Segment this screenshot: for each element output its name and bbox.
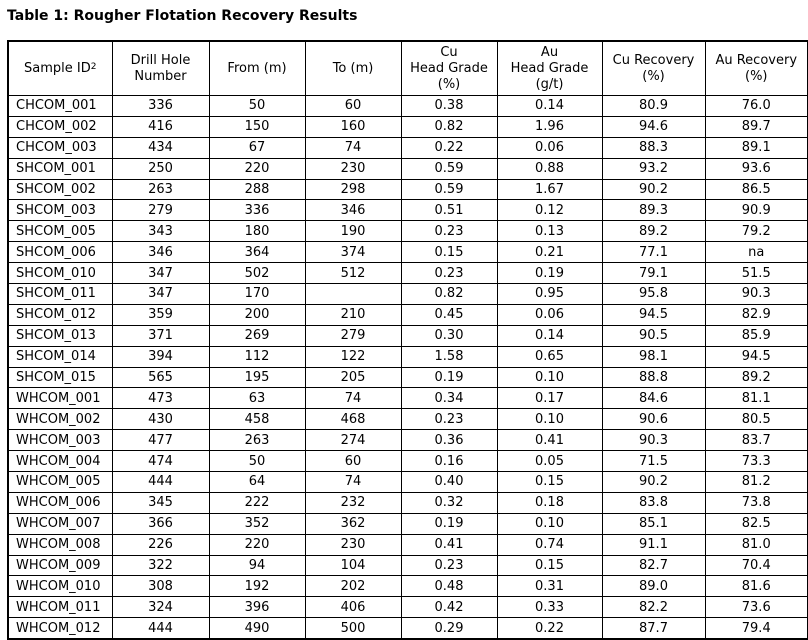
cell-sample-id: WHCOM_003 xyxy=(8,430,112,451)
cell-au-head-grade: 0.31 xyxy=(497,576,602,597)
table-row xyxy=(8,304,808,325)
cell-au-recovery: 76.0 xyxy=(705,96,808,117)
cell-sample-id: SHCOM_005 xyxy=(8,221,112,242)
cell-au-head-grade: 0.12 xyxy=(497,200,602,221)
cell-drill-hole-number: 226 xyxy=(112,534,209,555)
cell-au-recovery: 90.9 xyxy=(705,200,808,221)
header-from: From (m) xyxy=(209,41,305,96)
cell-to: 230 xyxy=(305,158,401,179)
cell-au-head-grade: 0.14 xyxy=(497,96,602,117)
cell-au-head-grade: 0.10 xyxy=(497,409,602,430)
cell-au-head-grade: 1.67 xyxy=(497,179,602,200)
cell-au-recovery: 81.0 xyxy=(705,534,808,555)
cell-to: 122 xyxy=(305,346,401,367)
header-cu-head-grade: Cu Head Grade (%) xyxy=(401,41,497,96)
cell-au-recovery: 81.6 xyxy=(705,576,808,597)
cell-to: 232 xyxy=(305,492,401,513)
cell-sample-id: SHCOM_010 xyxy=(8,263,112,284)
table-row xyxy=(8,472,808,493)
cell-cu-recovery: 98.1 xyxy=(602,346,705,367)
table-row xyxy=(8,534,808,555)
table-row xyxy=(8,430,808,451)
cell-drill-hole-number: 477 xyxy=(112,430,209,451)
cell-au-recovery: 93.6 xyxy=(705,158,808,179)
cell-cu-recovery: 94.5 xyxy=(602,304,705,325)
cell-drill-hole-number: 346 xyxy=(112,242,209,263)
cell-au-recovery: na xyxy=(705,242,808,263)
cell-sample-id: CHCOM_001 xyxy=(8,96,112,117)
rougher-flotation-table xyxy=(7,40,808,640)
cell-to: 468 xyxy=(305,409,401,430)
cell-to: 190 xyxy=(305,221,401,242)
cell-cu-head-grade: 0.19 xyxy=(401,367,497,388)
cell-au-head-grade: 0.95 xyxy=(497,284,602,305)
cell-drill-hole-number: 343 xyxy=(112,221,209,242)
cell-au-head-grade: 0.74 xyxy=(497,534,602,555)
cell-cu-head-grade: 0.30 xyxy=(401,325,497,346)
table-row xyxy=(8,492,808,513)
cell-to: 160 xyxy=(305,116,401,137)
cell-au-recovery: 82.5 xyxy=(705,513,808,534)
cell-cu-recovery: 84.6 xyxy=(602,388,705,409)
cell-drill-hole-number: 359 xyxy=(112,304,209,325)
cell-from: 64 xyxy=(209,472,305,493)
cell-sample-id: WHCOM_010 xyxy=(8,576,112,597)
cell-to: 512 xyxy=(305,263,401,284)
cell-to: 74 xyxy=(305,137,401,158)
cell-cu-head-grade: 0.32 xyxy=(401,492,497,513)
cell-cu-head-grade: 0.36 xyxy=(401,430,497,451)
cell-sample-id: SHCOM_015 xyxy=(8,367,112,388)
cell-sample-id: WHCOM_001 xyxy=(8,388,112,409)
table-row xyxy=(8,409,808,430)
cell-drill-hole-number: 347 xyxy=(112,263,209,284)
cell-cu-head-grade: 0.59 xyxy=(401,179,497,200)
cell-cu-head-grade: 0.82 xyxy=(401,116,497,137)
cell-cu-recovery: 89.3 xyxy=(602,200,705,221)
cell-sample-id: WHCOM_012 xyxy=(8,618,112,639)
cell-from: 502 xyxy=(209,263,305,284)
cell-au-head-grade: 0.88 xyxy=(497,158,602,179)
cell-from: 220 xyxy=(209,534,305,555)
cell-from: 63 xyxy=(209,388,305,409)
cell-cu-head-grade: 0.34 xyxy=(401,388,497,409)
table-row xyxy=(8,263,808,284)
cell-cu-recovery: 77.1 xyxy=(602,242,705,263)
table-row xyxy=(8,284,808,305)
cell-sample-id: WHCOM_009 xyxy=(8,555,112,576)
cell-cu-head-grade: 0.38 xyxy=(401,96,497,117)
cell-to: 60 xyxy=(305,96,401,117)
cell-sample-id: SHCOM_002 xyxy=(8,179,112,200)
cell-from: 220 xyxy=(209,158,305,179)
cell-sample-id: WHCOM_007 xyxy=(8,513,112,534)
cell-from: 150 xyxy=(209,116,305,137)
cell-au-recovery: 51.5 xyxy=(705,263,808,284)
cell-cu-recovery: 95.8 xyxy=(602,284,705,305)
cell-au-recovery: 94.5 xyxy=(705,346,808,367)
cell-to: 230 xyxy=(305,534,401,555)
table-row xyxy=(8,116,808,137)
cell-sample-id: SHCOM_006 xyxy=(8,242,112,263)
cell-au-recovery: 79.4 xyxy=(705,618,808,639)
cell-cu-recovery: 93.2 xyxy=(602,158,705,179)
cell-from: 195 xyxy=(209,367,305,388)
cell-au-head-grade: 0.06 xyxy=(497,304,602,325)
cell-cu-head-grade: 0.51 xyxy=(401,200,497,221)
table-row xyxy=(8,388,808,409)
cell-to xyxy=(305,284,401,305)
cell-cu-recovery: 82.7 xyxy=(602,555,705,576)
cell-to: 205 xyxy=(305,367,401,388)
cell-cu-recovery: 94.6 xyxy=(602,116,705,137)
cell-au-head-grade: 0.15 xyxy=(497,555,602,576)
cell-au-head-grade: 0.13 xyxy=(497,221,602,242)
cell-from: 263 xyxy=(209,430,305,451)
header-au-head-grade: Au Head Grade (g/t) xyxy=(497,41,602,96)
cell-to: 279 xyxy=(305,325,401,346)
cell-drill-hole-number: 366 xyxy=(112,513,209,534)
cell-sample-id: WHCOM_011 xyxy=(8,597,112,618)
cell-drill-hole-number: 565 xyxy=(112,367,209,388)
cell-au-head-grade: 0.18 xyxy=(497,492,602,513)
cell-au-recovery: 81.1 xyxy=(705,388,808,409)
table-row xyxy=(8,221,808,242)
table-body xyxy=(8,96,808,640)
header-to: To (m) xyxy=(305,41,401,96)
cell-from: 490 xyxy=(209,618,305,639)
cell-au-recovery: 89.2 xyxy=(705,367,808,388)
cell-drill-hole-number: 324 xyxy=(112,597,209,618)
cell-from: 269 xyxy=(209,325,305,346)
cell-cu-head-grade: 0.22 xyxy=(401,137,497,158)
cell-cu-recovery: 90.3 xyxy=(602,430,705,451)
cell-au-head-grade: 0.17 xyxy=(497,388,602,409)
cell-au-head-grade: 0.65 xyxy=(497,346,602,367)
cell-au-recovery: 85.9 xyxy=(705,325,808,346)
table-row xyxy=(8,346,808,367)
cell-au-head-grade: 0.06 xyxy=(497,137,602,158)
cell-cu-recovery: 82.2 xyxy=(602,597,705,618)
cell-from: 50 xyxy=(209,451,305,472)
table-row xyxy=(8,513,808,534)
cell-to: 362 xyxy=(305,513,401,534)
cell-drill-hole-number: 394 xyxy=(112,346,209,367)
cell-drill-hole-number: 430 xyxy=(112,409,209,430)
cell-cu-recovery: 88.8 xyxy=(602,367,705,388)
cell-drill-hole-number: 345 xyxy=(112,492,209,513)
cell-sample-id: WHCOM_008 xyxy=(8,534,112,555)
table-row xyxy=(8,96,808,117)
cell-cu-head-grade: 0.41 xyxy=(401,534,497,555)
table-row xyxy=(8,200,808,221)
cell-from: 352 xyxy=(209,513,305,534)
cell-sample-id: CHCOM_002 xyxy=(8,116,112,137)
table-row xyxy=(8,597,808,618)
cell-drill-hole-number: 473 xyxy=(112,388,209,409)
cell-cu-head-grade: 0.23 xyxy=(401,409,497,430)
cell-to: 500 xyxy=(305,618,401,639)
table-title: Table 1: Rougher Flotation Recovery Results xyxy=(7,8,358,24)
cell-cu-recovery: 80.9 xyxy=(602,96,705,117)
cell-drill-hole-number: 371 xyxy=(112,325,209,346)
table-row xyxy=(8,555,808,576)
cell-from: 192 xyxy=(209,576,305,597)
cell-sample-id: WHCOM_004 xyxy=(8,451,112,472)
cell-from: 50 xyxy=(209,96,305,117)
cell-cu-head-grade: 0.23 xyxy=(401,263,497,284)
cell-cu-recovery: 90.2 xyxy=(602,472,705,493)
cell-au-head-grade: 0.14 xyxy=(497,325,602,346)
cell-from: 200 xyxy=(209,304,305,325)
cell-cu-head-grade: 0.82 xyxy=(401,284,497,305)
table-row xyxy=(8,242,808,263)
cell-cu-head-grade: 0.23 xyxy=(401,221,497,242)
cell-au-recovery: 86.5 xyxy=(705,179,808,200)
cell-sample-id: SHCOM_012 xyxy=(8,304,112,325)
cell-to: 202 xyxy=(305,576,401,597)
cell-cu-head-grade: 0.45 xyxy=(401,304,497,325)
cell-from: 94 xyxy=(209,555,305,576)
table-row xyxy=(8,618,808,639)
cell-drill-hole-number: 347 xyxy=(112,284,209,305)
table-row xyxy=(8,179,808,200)
cell-to: 60 xyxy=(305,451,401,472)
cell-drill-hole-number: 308 xyxy=(112,576,209,597)
cell-cu-head-grade: 0.15 xyxy=(401,242,497,263)
cell-au-recovery: 73.3 xyxy=(705,451,808,472)
cell-cu-recovery: 83.8 xyxy=(602,492,705,513)
cell-sample-id: SHCOM_001 xyxy=(8,158,112,179)
cell-au-recovery: 81.2 xyxy=(705,472,808,493)
header-cu-recovery: Cu Recovery (%) xyxy=(602,41,705,96)
header-row xyxy=(8,41,808,96)
cell-from: 67 xyxy=(209,137,305,158)
cell-au-head-grade: 0.41 xyxy=(497,430,602,451)
cell-sample-id: WHCOM_006 xyxy=(8,492,112,513)
cell-to: 374 xyxy=(305,242,401,263)
cell-au-head-grade: 0.05 xyxy=(497,451,602,472)
cell-from: 180 xyxy=(209,221,305,242)
cell-cu-recovery: 88.3 xyxy=(602,137,705,158)
cell-to: 346 xyxy=(305,200,401,221)
table-row xyxy=(8,137,808,158)
cell-cu-head-grade: 0.29 xyxy=(401,618,497,639)
cell-au-head-grade: 0.22 xyxy=(497,618,602,639)
cell-au-head-grade: 0.15 xyxy=(497,472,602,493)
cell-from: 336 xyxy=(209,200,305,221)
cell-drill-hole-number: 416 xyxy=(112,116,209,137)
cell-from: 458 xyxy=(209,409,305,430)
cell-drill-hole-number: 336 xyxy=(112,96,209,117)
cell-cu-recovery: 87.7 xyxy=(602,618,705,639)
cell-to: 406 xyxy=(305,597,401,618)
cell-sample-id: SHCOM_011 xyxy=(8,284,112,305)
cell-from: 222 xyxy=(209,492,305,513)
table-row xyxy=(8,451,808,472)
cell-cu-recovery: 89.0 xyxy=(602,576,705,597)
cell-au-recovery: 80.5 xyxy=(705,409,808,430)
cell-cu-recovery: 91.1 xyxy=(602,534,705,555)
cell-au-recovery: 89.7 xyxy=(705,116,808,137)
cell-from: 112 xyxy=(209,346,305,367)
cell-au-recovery: 73.6 xyxy=(705,597,808,618)
cell-drill-hole-number: 250 xyxy=(112,158,209,179)
cell-cu-head-grade: 0.23 xyxy=(401,555,497,576)
cell-cu-recovery: 71.5 xyxy=(602,451,705,472)
cell-cu-head-grade: 0.19 xyxy=(401,513,497,534)
cell-au-head-grade: 0.10 xyxy=(497,513,602,534)
cell-from: 396 xyxy=(209,597,305,618)
cell-to: 274 xyxy=(305,430,401,451)
cell-au-head-grade: 0.21 xyxy=(497,242,602,263)
cell-cu-head-grade: 0.59 xyxy=(401,158,497,179)
cell-au-head-grade: 0.19 xyxy=(497,263,602,284)
cell-sample-id: WHCOM_002 xyxy=(8,409,112,430)
cell-cu-head-grade: 0.40 xyxy=(401,472,497,493)
cell-drill-hole-number: 434 xyxy=(112,137,209,158)
cell-au-recovery: 83.7 xyxy=(705,430,808,451)
cell-au-recovery: 90.3 xyxy=(705,284,808,305)
cell-to: 298 xyxy=(305,179,401,200)
cell-au-recovery: 79.2 xyxy=(705,221,808,242)
cell-cu-head-grade: 0.42 xyxy=(401,597,497,618)
table-row xyxy=(8,325,808,346)
cell-from: 288 xyxy=(209,179,305,200)
table-row xyxy=(8,576,808,597)
cell-sample-id: SHCOM_003 xyxy=(8,200,112,221)
cell-au-head-grade: 0.10 xyxy=(497,367,602,388)
header-drill-hole-number: Drill Hole Number xyxy=(112,41,209,96)
cell-cu-recovery: 85.1 xyxy=(602,513,705,534)
table-row xyxy=(8,367,808,388)
cell-cu-head-grade: 0.16 xyxy=(401,451,497,472)
cell-sample-id: WHCOM_005 xyxy=(8,472,112,493)
cell-sample-id: CHCOM_003 xyxy=(8,137,112,158)
header-au-recovery: Au Recovery (%) xyxy=(705,41,808,96)
cell-drill-hole-number: 279 xyxy=(112,200,209,221)
cell-drill-hole-number: 474 xyxy=(112,451,209,472)
cell-au-recovery: 70.4 xyxy=(705,555,808,576)
cell-from: 364 xyxy=(209,242,305,263)
cell-cu-head-grade: 1.58 xyxy=(401,346,497,367)
cell-from: 170 xyxy=(209,284,305,305)
header-sample-id: Sample $ID^2$ xyxy=(8,41,112,96)
cell-cu-recovery: 90.5 xyxy=(602,325,705,346)
cell-to: 74 xyxy=(305,388,401,409)
cell-au-recovery: 89.1 xyxy=(705,137,808,158)
cell-cu-recovery: 90.6 xyxy=(602,409,705,430)
cell-sample-id: SHCOM_014 xyxy=(8,346,112,367)
cell-cu-recovery: 90.2 xyxy=(602,179,705,200)
cell-drill-hole-number: 444 xyxy=(112,618,209,639)
cell-drill-hole-number: 444 xyxy=(112,472,209,493)
cell-drill-hole-number: 322 xyxy=(112,555,209,576)
cell-to: 74 xyxy=(305,472,401,493)
table-row xyxy=(8,158,808,179)
cell-au-head-grade: 1.96 xyxy=(497,116,602,137)
cell-sample-id: SHCOM_013 xyxy=(8,325,112,346)
cell-au-head-grade: 0.33 xyxy=(497,597,602,618)
cell-au-recovery: 82.9 xyxy=(705,304,808,325)
cell-cu-recovery: 89.2 xyxy=(602,221,705,242)
cell-cu-recovery: 79.1 xyxy=(602,263,705,284)
cell-to: 104 xyxy=(305,555,401,576)
cell-au-recovery: 73.8 xyxy=(705,492,808,513)
cell-cu-head-grade: 0.48 xyxy=(401,576,497,597)
cell-to: 210 xyxy=(305,304,401,325)
cell-drill-hole-number: 263 xyxy=(112,179,209,200)
